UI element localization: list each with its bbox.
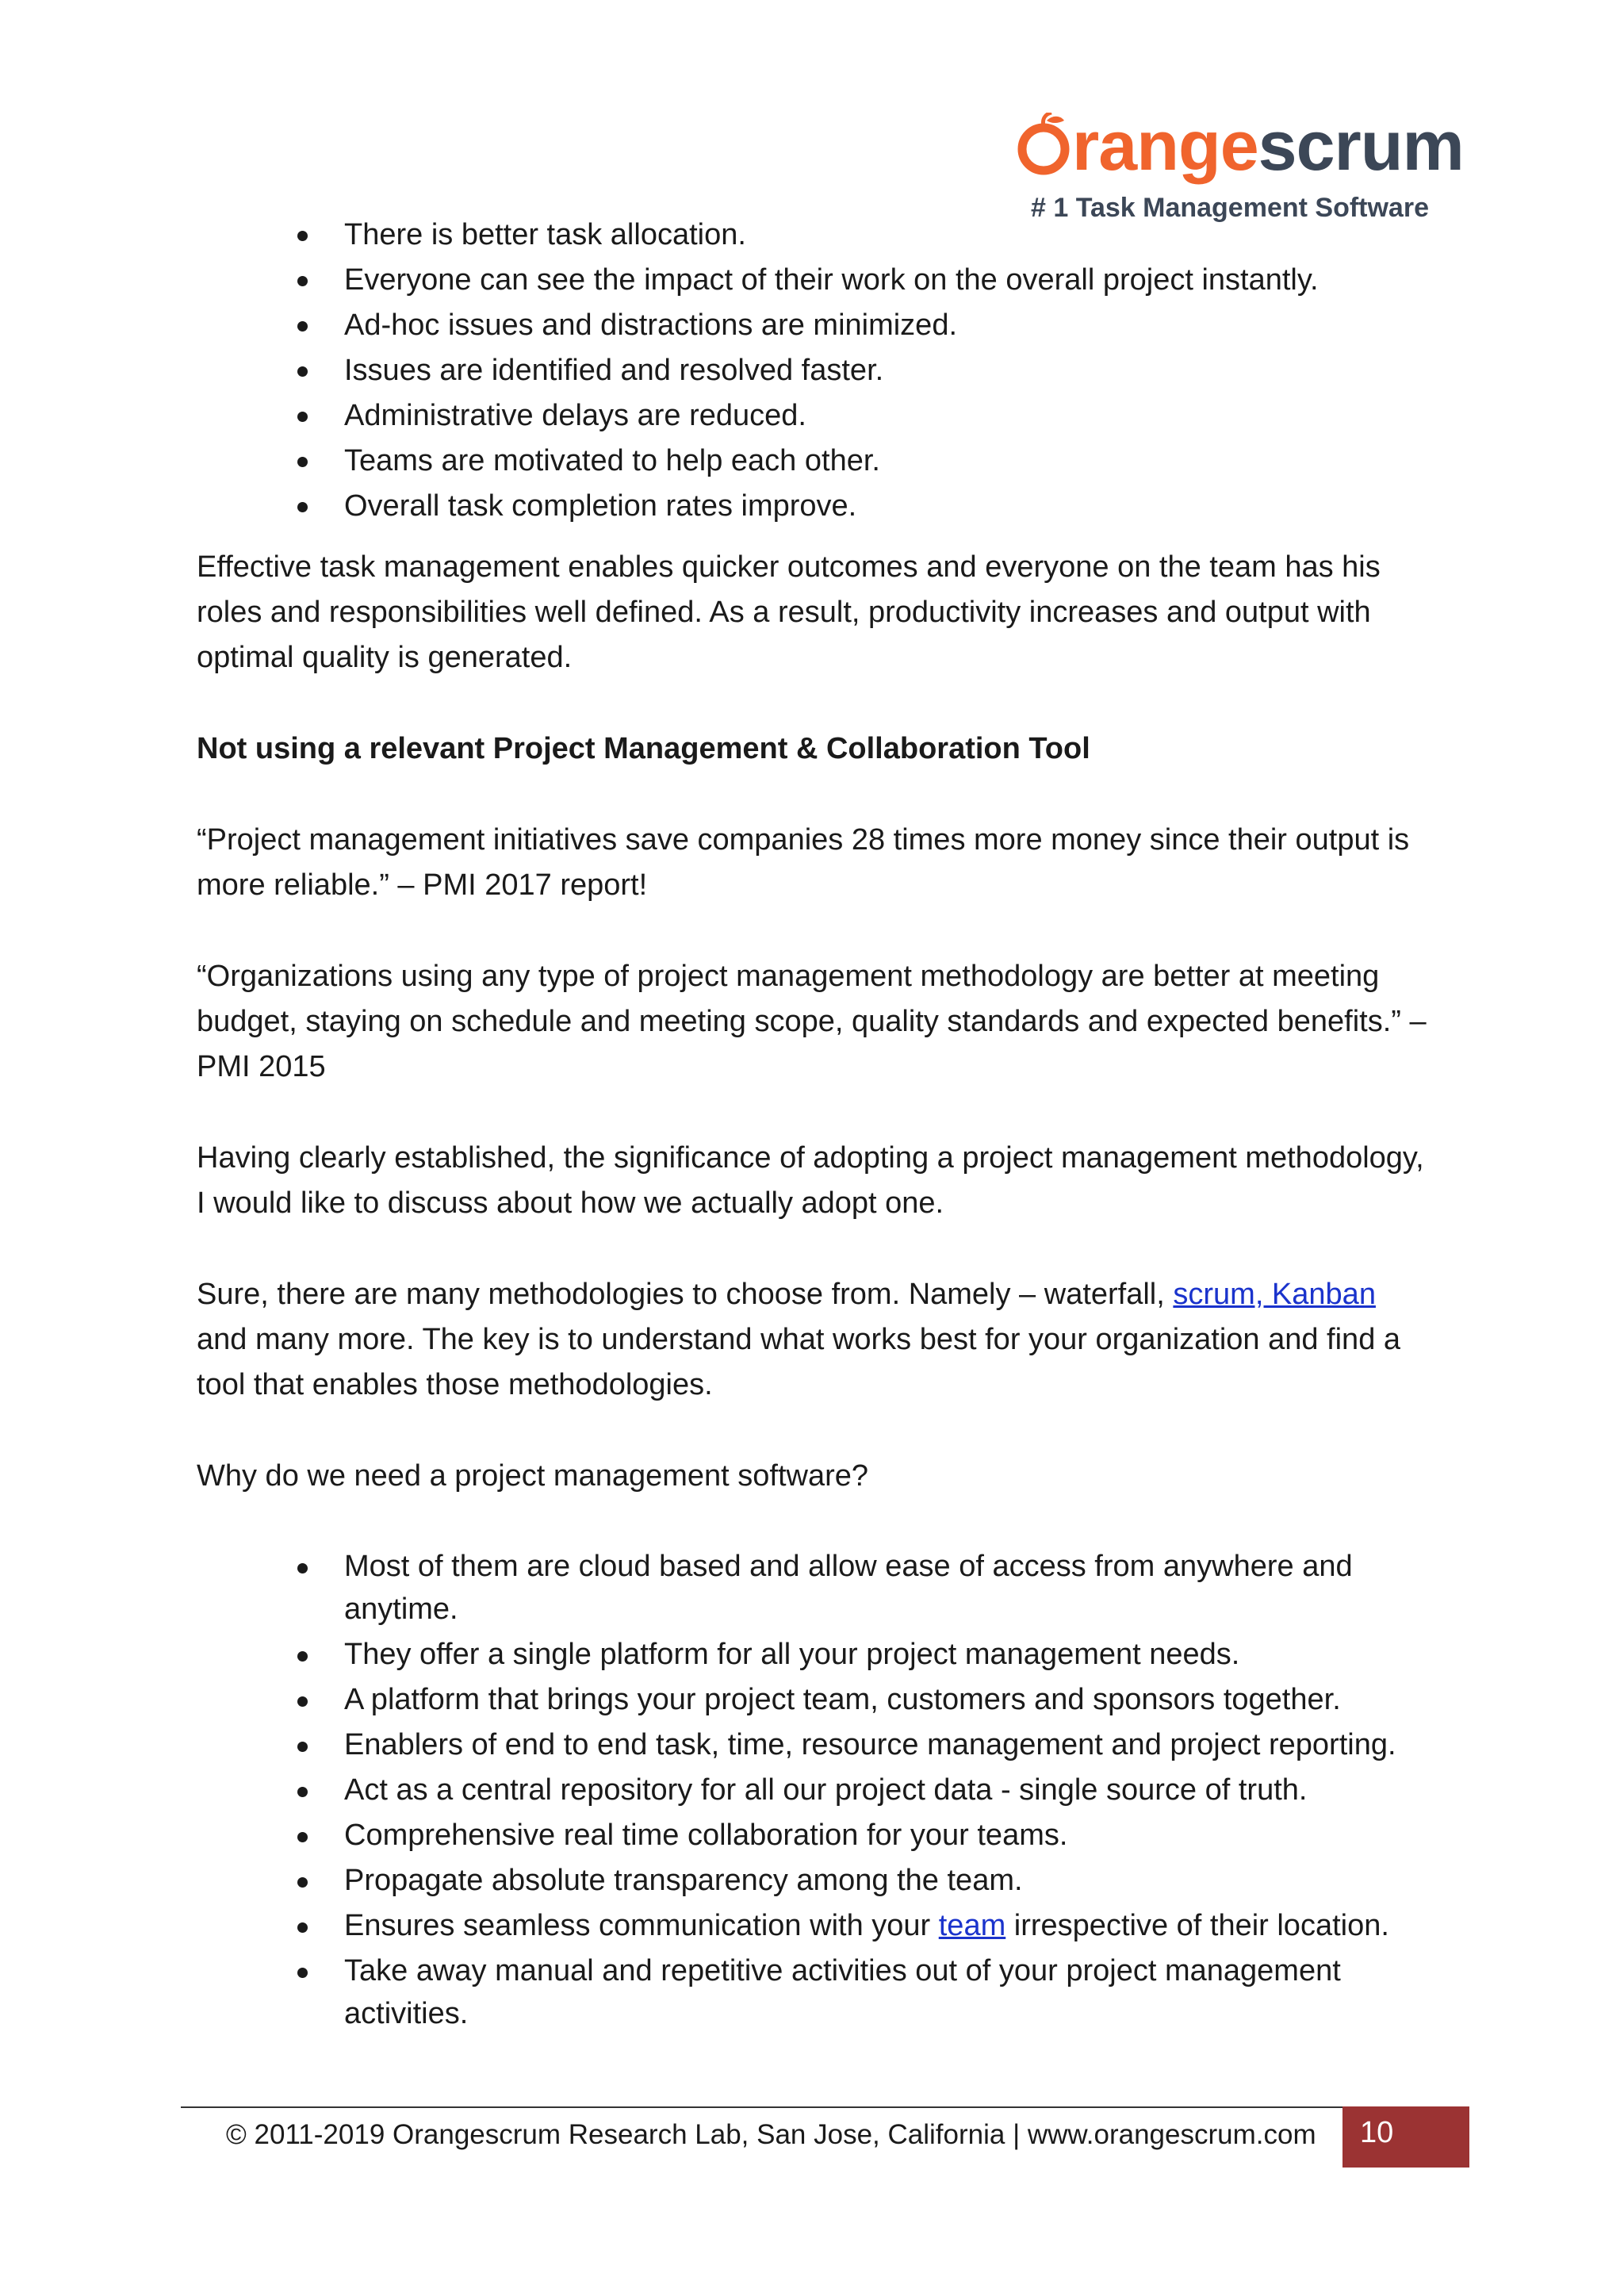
logo-word-dark: scrum (1258, 106, 1464, 185)
orangescrum-logo (1007, 106, 1464, 226)
list-item: Enablers of end to end task, time, resource management and project reporting. (197, 1723, 1434, 1766)
scrum-kanban-link[interactable]: scrum, Kanban (1173, 1278, 1376, 1311)
list-item: Propagate absolute transparency among the team. (197, 1859, 1434, 1902)
list-item: There is better task allocation. (197, 213, 1434, 258)
quote-pmi-2015: “Organizations using any type of project management methodology are better at meeting budget, staying on schedule and meeting scope, quality standards and expected benefits.” – PMI 2015 (197, 960, 1427, 1083)
page-number-badge: 10 (1342, 2106, 1469, 2168)
list-item: Overall task completion rates improve. (197, 484, 1434, 529)
paragraph-task-management: Effective task management enables quicker outcomes and everyone on the team has his roles and responsibilities well defined. As a result, productivity increases and output with optimal quality is generated. (197, 550, 1381, 674)
list-item: Everyone can see the impact of their work on the overall project instantly. (197, 258, 1434, 303)
software-benefits-list (197, 1545, 1434, 2035)
list-item: A platform that brings your project team, customers and sponsors together. (197, 1678, 1434, 1721)
list-item: Take away manual and repetitive activities out of your project management activities. (197, 1949, 1434, 2035)
list-item: Issues are identified and resolved faster. (197, 348, 1434, 393)
list-item (197, 1904, 1434, 1947)
paragraph-text: and many more. The key is to understand what works best for your organization and find a tool that enables those methodologies. (197, 1323, 1401, 1401)
logo-o-icon (1015, 111, 1072, 181)
paragraph-text: Sure, there are many methodologies to choose from. Namely – waterfall, (197, 1278, 1174, 1311)
list-item: They offer a single platform for all your project management needs. (197, 1633, 1434, 1676)
list-item: Comprehensive real time collaboration for your teams. (197, 1814, 1434, 1857)
quote-pmi-2017: “Project management initiatives save companies 28 times more money since their output is more reliable.” – PMI 2017 report! (197, 823, 1410, 902)
list-item: Most of them are cloud based and allow ease of access from anywhere and anytime. (197, 1545, 1434, 1631)
list-item: Teams are motivated to help each other. (197, 439, 1434, 484)
list-item: Ad-hoc issues and distractions are minimized. (197, 303, 1434, 348)
question-heading: Why do we need a project management software? (197, 1459, 869, 1493)
logo-wordmark (1015, 106, 1464, 185)
list-item-text: irrespective of their location. (1005, 1909, 1389, 1942)
team-link[interactable]: team (938, 1909, 1006, 1942)
list-item-text: Ensures seamless communication with your (344, 1909, 939, 1942)
footer-divider (181, 2106, 1342, 2108)
page-content (197, 213, 1434, 2037)
paragraph-methodologies (197, 1272, 1434, 1408)
list-item: Act as a central repository for all our project data - single source of truth. (197, 1769, 1434, 1811)
list-item: Administrative delays are reduced. (197, 393, 1434, 439)
section-heading: Not using a relevant Project Management & Collaboration Tool (197, 732, 1090, 765)
footer-copyright: © 2011-2019 Orangescrum Research Lab, San Jose, California | www.orangescrum.com (226, 2119, 1316, 2150)
paragraph-methodology: Having clearly established, the significance of adopting a project management methodology, I would like to discuss about how we actually adopt one. (197, 1141, 1424, 1220)
benefits-list (197, 213, 1434, 529)
logo-word-orange: range (1072, 106, 1258, 185)
logo-tagline: # 1 Task Management Software (1031, 193, 1429, 223)
